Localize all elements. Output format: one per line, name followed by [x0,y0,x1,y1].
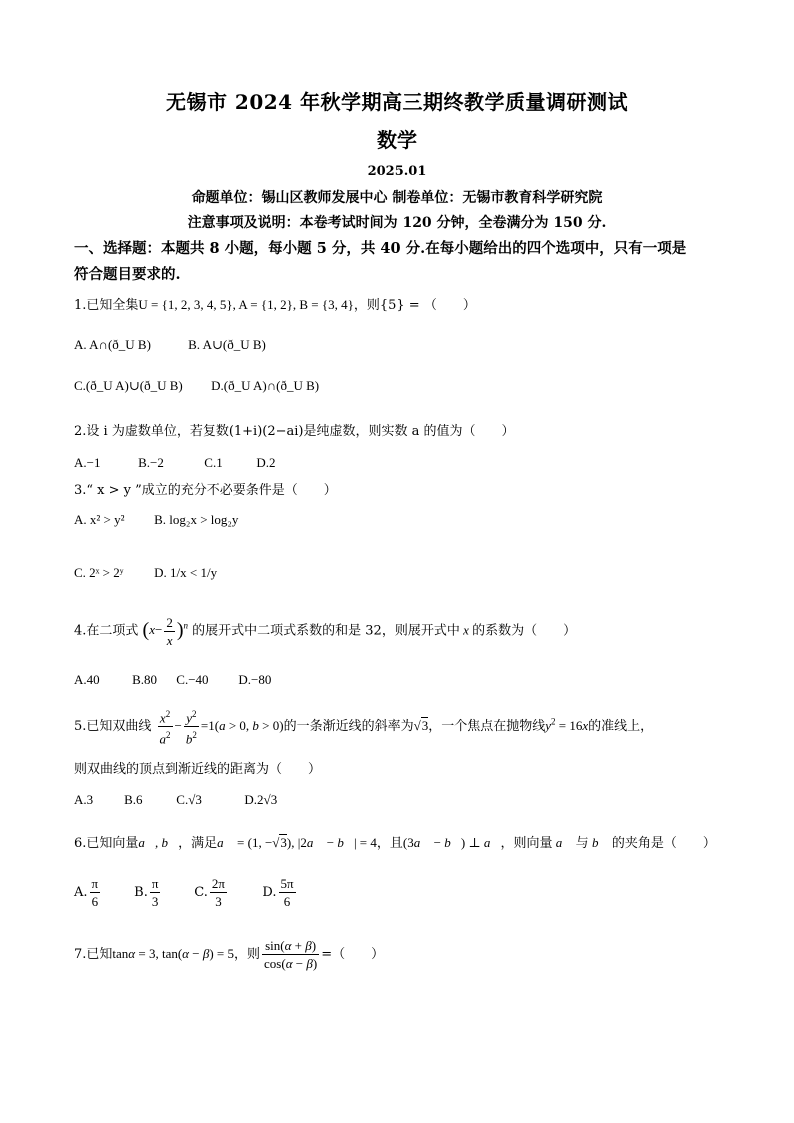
q6-options [74,875,298,910]
q1-option-b: B. A∪(ð_U B) [188,337,266,352]
q6-perp: (3a⃗ − b⃗) ⊥ a⃗ [402,835,501,850]
q2-option-b: B.−2 [138,455,164,470]
q4-option-c: C.−40 [176,672,209,687]
question-6 [74,832,716,851]
q6-tail3: 的夹角是（ ） [611,836,716,851]
q3-option-b: B. log₂x > log₂y [154,512,239,527]
question-7 [74,937,384,972]
q4-options [74,672,271,688]
q4-var-x: x [459,622,473,638]
q5-parabola: $y^2 = 16x$ [545,716,589,733]
q4-option-b: B.80 [132,672,158,687]
exam-notice: 注意事项及说明：本卷考试时间为 120 分钟，全卷满分为 150 分. [187,215,607,231]
q5-mid2: ，一个焦点在抛物线 [428,718,546,734]
exam-title: 无锡市 2024 年秋学期高三期终教学质量调研测试 [165,90,629,114]
subject-title: 数学 [377,128,417,152]
q5-tail: 的准线上， [588,718,654,734]
section-heading: 一、选择题：本题共 8 小题，每小题 5 分，共 40 分.在每小题给出的四个选项中，只有一项是 [74,240,687,257]
q1-options-row2 [74,378,319,394]
q1-prefix: 1.已知全集 [74,298,139,313]
q4-tail: 的系数为（ ） [472,623,577,639]
q7-prefix: 7.已知 [74,947,113,962]
q5-option-b: B.6 [124,792,143,807]
exam-date: 2025.01 [367,164,427,179]
q6-tail: ，则向量 [500,836,553,851]
q6-prefix: 6.已知向量 [74,836,139,851]
q7-fraction: $\frac{\sin(\alpha + \beta)}{\cos(\alpha - \beta)}$ [264,938,318,971]
question-5 [74,706,653,748]
exam-units: 命题单位：锡山区教师发展中心 制卷单位：无锡市教育科学研究院 [191,190,603,206]
q2-option-d: D.2 [256,455,276,470]
q7-given: tanα = 3, tan(α − β) = 5 [112,946,234,961]
q1-suffix: ，则{5} = （ ） [353,298,476,313]
q1-option-d: D.(ð_U A)∩(ð_U B) [211,378,320,393]
q4-prefix: 4.在二项式 [74,623,139,639]
q3-option-d: D. 1/x < 1/y [154,565,218,580]
q1-option-c: C.(ð_U A)∪(ð_U B) [74,378,183,393]
q4-option-d: D.−80 [238,672,272,687]
q6-option-c: C. $\frac{2\pi}{3}$ [194,876,225,909]
q2-option-c: C.1 [204,455,223,470]
q3-options-row2 [74,565,217,581]
q4-option-a: A.40 [74,672,100,687]
q6-vec-a: a⃗ [552,835,576,850]
q5-mid: 的一条渐近线的斜率为 [283,718,414,734]
q6-condition: a⃗ = (1, −√3), |2a⃗ − b⃗| = 4 [217,835,377,850]
question-3: 3.“ x > y ”成立的充分不必要条件是（ ） [74,483,337,498]
q6-mid2: ，且 [376,836,403,851]
q6-vec-b: b⃗ [588,835,612,850]
q4-suffix: 的展开式中二项式系数的和是 32，则展开式中 [192,623,460,639]
q1-option-a: A. A∩(ð_U B) [74,337,151,352]
q3-option-a: A. x² > y² [74,512,125,527]
question-4 [74,614,576,649]
q6-option-d: D. $\frac{5\pi}{6}$ [262,876,294,909]
q5-prefix: 5.已知双曲线 [74,718,152,734]
q6-tail2: 与 [575,836,589,851]
q3-options-row1 [74,512,238,528]
q7-mid: ，则 [234,947,261,962]
question-1 [74,294,476,313]
q5-option-a: A.3 [74,792,94,807]
q7-tail: =（ ） [321,947,385,962]
q2-option-a: A.−1 [74,455,101,470]
q5-line2: 则双曲线的顶点到渐近线的距离为（ ） [74,762,322,777]
q6-option-a: A. $\frac{\pi}{6}$ [74,876,99,909]
q6-vectors: a⃗, b⃗ [138,835,179,850]
q5-slope: √3 [413,717,429,733]
q6-mid: ，满足 [178,836,218,851]
q4-binomial: (x− $\frac{2}{x}$ )$^n$ [142,615,189,648]
q2-options [74,455,276,471]
q5-hyperbola: $\frac{x^2}{a^2}$ − $\frac{y^2}{b^2}$ =1(a > 0, b > 0) [156,718,284,733]
section-heading-cont: 符合题目要求的. [74,266,181,283]
q5-options [74,792,277,808]
q1-sets: U = {1, 2, 3, 4, 5}, A = {1, 2}, B = {3, 4} [138,297,354,312]
question-2: 2.设 i 为虚数单位，若复数(1+i)(2−ai)是纯虚数，则实数 a 的值为（ ） [74,424,515,439]
q5-option-d: D.2√3 [244,792,278,807]
q3-option-c: C. 2ˣ > 2ʸ [74,565,124,580]
q6-option-b: B. $\frac{\pi}{3}$ [134,876,159,909]
q5-option-c: C.√3 [176,792,202,807]
q1-options-row1 [74,337,266,353]
